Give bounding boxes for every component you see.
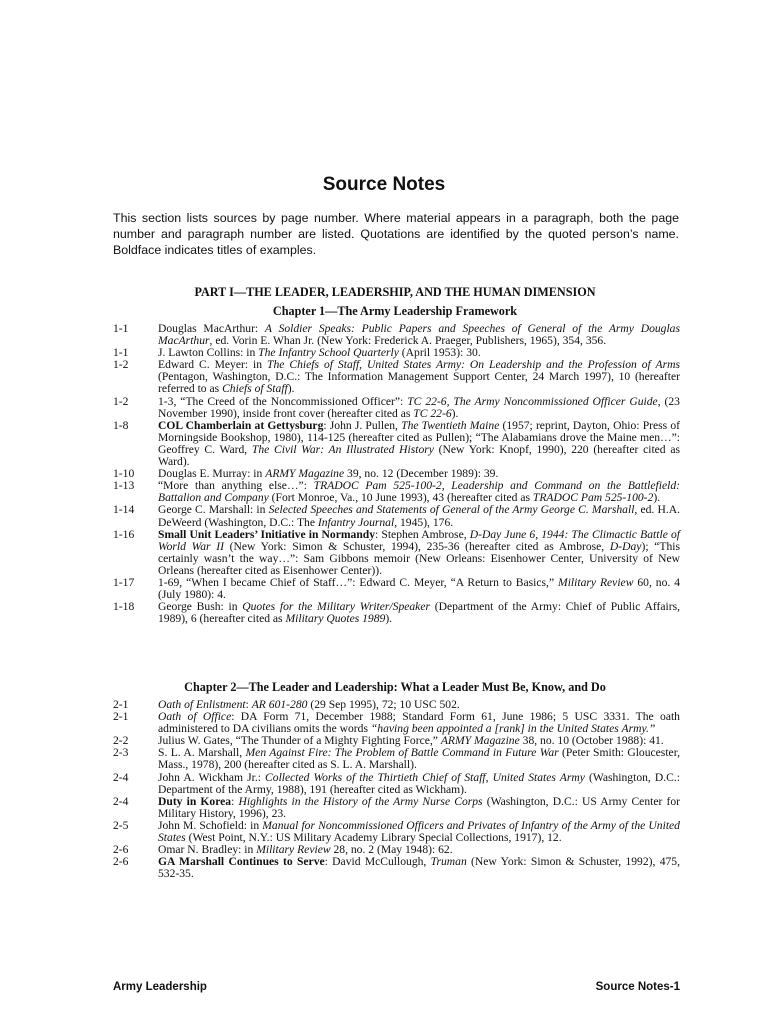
note-segment: ). — [385, 612, 393, 626]
note-page-ref: 2-6 — [113, 843, 129, 857]
source-title: Truman — [430, 855, 467, 869]
note-segment: (New York: Simon & Schuster, 1994), 235-36 (hereafter cited as Ambrose, — [223, 539, 610, 553]
source-title: The Twentieth Maine — [401, 418, 500, 432]
note-page-ref: 2-1 — [113, 710, 129, 724]
source-title: Infantry Journal — [317, 515, 395, 529]
chapter-1-heading: Chapter 1—The Army Leadership Framework — [272, 304, 518, 318]
note-text — [158, 796, 680, 820]
note-segment: ). — [287, 382, 295, 396]
note-segment: Douglas E. Murray: in — [158, 467, 266, 481]
source-title: D-Day June 6, 1944: The Climactic Battle of World War II — [158, 527, 680, 553]
source-note — [113, 772, 680, 796]
source-title: Oath of Enlistment — [158, 698, 246, 711]
source-note — [113, 480, 680, 504]
note-segment: : — [245, 698, 252, 711]
source-title: Manual for Noncommissioned Officers and Privates of Infantry of the Army of the United States — [158, 818, 680, 845]
note-segment: ); “This certainly wasn’t the way…”: Sam Gibbons memoir (New Orleans: Eisenhower Center, University of New Orleans (hereafter cited as Eisenhower Center)). — [158, 539, 681, 577]
source-note — [113, 601, 680, 625]
source-title: Selected Speeches and Statements of General of the Army George C. Marshall — [268, 503, 635, 517]
note-page-ref: 1-10 — [113, 467, 135, 481]
source-title: Collected Works of the Thirtieth Chief of Staff, United States Army — [265, 770, 585, 784]
note-segment: , ed. Vorin E. Whan Jr. (New York: Frederick A. Praeger, Publishers, 1965), 354, 356. — [209, 334, 607, 348]
note-page-ref: 2-4 — [113, 770, 129, 784]
note-text — [158, 323, 680, 347]
note-page-ref: 2-6 — [113, 855, 129, 869]
note-segment: , ed. H.A. DeWeerd (Washington, D.C.: The — [158, 503, 680, 529]
chapter-1-notes — [113, 323, 680, 625]
note-segment: (New York: Simon & Schuster, 1992), 475, 532-35. — [158, 855, 680, 881]
source-title: Military Review — [558, 575, 634, 589]
source-note — [113, 577, 680, 601]
note-segment: (Washington, D.C.: US Army Center for Military History, 1996), 23. — [158, 794, 680, 820]
note-page-ref: 1-14 — [113, 503, 135, 517]
note-segment: (Department of the Army: Chief of Public Affairs, 1989), 6 (hereafter cited as — [158, 600, 680, 626]
source-note — [113, 323, 680, 347]
note-segment: Julius W. Gates, “The Thunder of a Mighty Fighting Force,” — [158, 734, 441, 748]
note-segment: John M. Schofield: in — [158, 818, 263, 832]
note-segment: Edward C. Meyer: in — [158, 358, 268, 372]
footer-publication: Army Leadership — [113, 981, 207, 993]
note-segment: (Fort Monroe, Va., 10 June 1993), 43 (hereafter cited as — [268, 491, 533, 505]
note-page-ref: 2-1 — [113, 698, 129, 711]
source-note — [113, 856, 680, 880]
source-title: AR 601-280 — [251, 698, 308, 711]
source-note — [113, 820, 680, 844]
note-text — [158, 504, 680, 528]
example-title: Small Unit Leaders’ Initiative in Normandy — [158, 527, 376, 541]
note-page-ref: 1-8 — [113, 418, 129, 432]
example-title: GA Marshall Continues to Serve — [158, 855, 325, 869]
source-title: Men Against Fire: The Problem of Battle Command in Future War — [245, 746, 559, 760]
note-text — [158, 747, 680, 771]
note-page-ref: 2-5 — [113, 818, 129, 832]
note-page-ref: 1-2 — [113, 358, 129, 372]
note-page-ref: 1-13 — [113, 479, 135, 493]
note-segment: (Washington, D.C.: Department of the Army, 1988), 191 (hereafter cited as Wickham). — [158, 770, 681, 796]
note-segment: , 1945), 176. — [394, 515, 454, 529]
source-note — [113, 747, 680, 771]
note-segment: “More than anything else…”: — [158, 479, 314, 493]
source-title: TC 22-6, The Army Noncommissioned Officer Guide — [407, 394, 658, 408]
note-segment: ). — [653, 491, 661, 505]
chapter-2-heading: Chapter 2—The Leader and Leadership: What a Leader Must Be, Know, and Do — [184, 680, 606, 694]
note-segment: 1-3, “The Creed of the Noncommissioned Officer”: — [158, 394, 408, 408]
example-title: COL Chamberlain at Gettysburg — [158, 418, 324, 432]
source-title: Military Quotes 1989 — [285, 612, 386, 626]
note-segment: George Bush: in — [158, 600, 243, 614]
note-text — [158, 820, 680, 844]
intro-paragraph: This section lists sources by page number. Where material appears in a paragraph, both the page number and paragraph number are listed. Quotations are identified by the quoted person’s name. Boldface indicates titles of examples. — [113, 211, 679, 257]
note-segment: , (23 November 1990), inside front cover (hereafter cited as — [158, 394, 680, 420]
footer-page-number: Source Notes-1 — [595, 981, 680, 993]
source-note — [113, 796, 680, 820]
source-title: ARMY Magazine — [440, 734, 520, 748]
note-text — [158, 601, 680, 625]
note-segment: (April 1953): 30. — [398, 346, 481, 360]
source-title: The Infantry School Quarterly — [258, 346, 399, 360]
note-text — [158, 772, 680, 796]
source-title: TRADOC Pam 525-100-2 — [532, 491, 654, 505]
note-page-ref: 2-4 — [113, 794, 129, 808]
note-text — [158, 711, 680, 735]
source-note — [113, 420, 680, 468]
note-text — [158, 529, 680, 577]
note-segment: ). — [451, 406, 459, 420]
source-title: TC 22-6 — [413, 406, 452, 420]
source-note — [113, 529, 680, 577]
source-title: Highlights in the History of the Army Nurse Corps — [238, 794, 483, 808]
source-title: TRADOC Pam 525-100-2, Leadership and Command on the Battlefield: Battalion and Company — [158, 479, 680, 505]
note-text — [158, 856, 680, 880]
source-note — [113, 359, 680, 395]
note-segment: 28, no. 2 (May 1948): 62. — [330, 843, 453, 857]
note-page-ref: 2-3 — [113, 746, 129, 760]
note-text — [158, 359, 680, 395]
note-segment: 38, no. 10 (October 1988): 41. — [519, 734, 664, 748]
source-title: A Soldier Speaks: Public Papers and Speeches of General of the Army Douglas MacArthur — [158, 322, 680, 348]
note-segment: 1-69, “When I became Chief of Staff…”: Edward C. Meyer, “A Return to Basics,” — [158, 575, 559, 589]
source-title: ARMY Magazine — [265, 467, 345, 481]
note-segment: John A. Wickham Jr.: — [158, 770, 266, 784]
note-segment: (1957; reprint, Dayton, Ohio: Press of Morningside Bookshop, 1980), 114-125 (hereafter cited as Pullen); “The Alabamians drove the Maine men…”: Geoffrey C. Ward, — [158, 418, 680, 456]
note-segment: (Peter Smith: Gloucester, Mass., 1978), 200 (hereafter cited as S. L. A. Marshall). — [158, 746, 680, 772]
note-segment: Douglas MacArthur: — [158, 322, 265, 335]
note-segment: Omar N. Bradley: in — [158, 843, 257, 857]
note-text — [158, 480, 680, 504]
note-page-ref: 1-1 — [113, 322, 129, 335]
source-note — [113, 711, 680, 735]
note-segment: George C. Marshall: in — [158, 503, 269, 517]
note-page-ref: 1-18 — [113, 600, 135, 614]
note-page-ref: 1-2 — [113, 394, 129, 408]
note-segment: (29 Sep 1995), 72; 10 USC 502. — [307, 698, 460, 711]
source-note — [113, 504, 680, 528]
note-text — [158, 420, 680, 468]
note-segment: 39, no. 12 (December 1989): 39. — [344, 467, 499, 481]
source-title: Chiefs of Staff — [222, 382, 288, 396]
source-title: Quotes for the Military Writer/Speaker — [242, 600, 430, 614]
part-heading: PART I—THE LEADER, LEADERSHIP, AND THE HUMAN DIMENSION — [194, 285, 596, 299]
source-title: “having been appointed a [rank] in the United States Army.” — [370, 722, 656, 736]
note-segment: : — [231, 794, 239, 808]
source-title: Oath of Office — [158, 710, 232, 724]
note-segment: S. L. A. Marshall, — [158, 746, 246, 760]
note-page-ref: 1-16 — [113, 527, 135, 541]
note-text — [158, 396, 680, 420]
note-segment: (New York: Knopf, 1990), 220 (hereafter cited as Ward). — [158, 442, 680, 469]
example-title: Duty in Korea — [158, 794, 232, 808]
source-title: The Chiefs of Staff, United States Army: On Leadership and the Profession of Arms — [267, 358, 681, 372]
note-segment: (Pentagon, Washington, D.C.: The Information Management Support Center, 24 March 1997), 10 (hereafter referred to as — [158, 370, 680, 396]
page-title: Source Notes — [322, 174, 446, 195]
note-segment: : John J. Pullen, — [323, 418, 402, 432]
note-page-ref: 2-2 — [113, 734, 129, 748]
note-segment: : David McCullough, — [324, 855, 431, 869]
note-page-ref: 1-17 — [113, 575, 135, 589]
note-segment: (West Point, N.Y.: US Military Academy Library Special Collections, 1917), 12. — [185, 831, 562, 845]
note-segment: : Stephen Ambrose, — [375, 527, 470, 541]
source-title: The Civil War: An Illustrated History — [251, 442, 434, 456]
note-segment: J. Lawton Collins: in — [158, 346, 259, 360]
note-segment: : DA Form 71, December 1988; Standard Form 61, June 1986; 5 USC 3331. The oath administered to DA civilians omits the words — [158, 710, 680, 736]
source-title: D-Day — [609, 539, 642, 553]
note-segment: 60, no. 4 (July 1980): 4. — [158, 575, 680, 602]
note-text — [158, 577, 680, 601]
source-note — [113, 396, 680, 420]
note-page-ref: 1-1 — [113, 346, 129, 360]
chapter-2-notes — [113, 699, 680, 880]
source-title: Military Review — [256, 843, 331, 857]
